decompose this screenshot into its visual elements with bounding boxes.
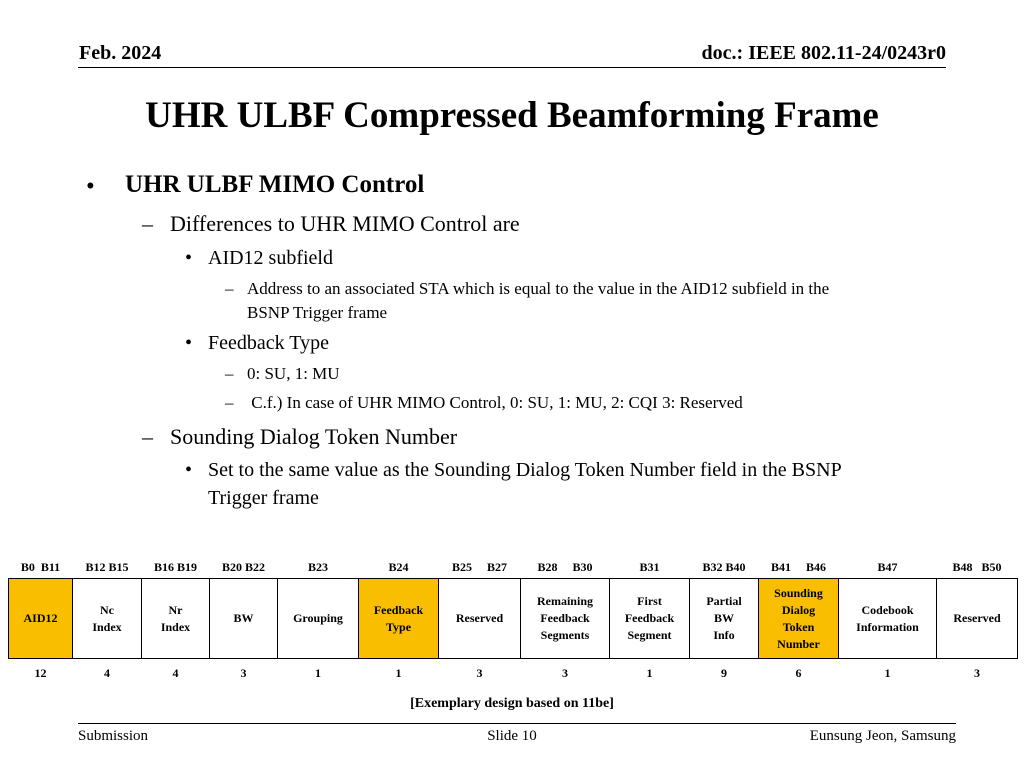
bit-range-cell: B48 B50 [952,559,1002,574]
field-name-line: Nr [168,602,183,617]
footer-slide-number: Slide 10 [487,728,537,744]
field-size-cell: 1 [395,665,402,680]
field-name-cell [937,579,1018,659]
field-name-cell [759,579,839,659]
field-size-cell: 3 [562,665,568,680]
header-date: Feb. 2024 [79,42,162,64]
bit-range-cell: B31 [639,559,660,574]
outline-sdt-desc-line1: Set to the same value as the Sounding Dialog Token Number field in the BSNP [208,459,842,481]
field-name-cell [610,579,690,659]
field-name-cell [690,579,759,659]
field-name-line: Remaining [536,594,593,608]
field-size-cell: 9 [721,665,727,680]
field-name-cell [9,579,73,659]
field-name-line: Grouping [293,611,343,625]
header-divider [78,67,946,68]
field-size-cell: 1 [884,665,891,680]
bit-range-cell: B12 B15 [85,559,129,574]
dash-icon: – [225,393,234,412]
field-name-line: First [637,594,662,608]
bit-range-row [9,556,1018,579]
mimo-control-field-table [8,556,1018,687]
field-size-cell: 1 [315,665,321,680]
outline-sdt-desc-line2: Trigger frame [208,487,319,509]
dash-icon: – [142,211,153,236]
bit-range-cell: B47 [877,559,898,574]
bit-range-cell: B25 B27 [451,559,507,574]
field-name-line: Info [713,628,735,642]
field-name-cell [278,579,359,659]
field-size-cell: 3 [240,665,247,680]
field-size-cell: 1 [646,665,653,680]
dash-icon: – [225,364,234,383]
bit-range-cell: B23 [307,559,328,574]
bit-range-cell: B28 B30 [537,559,593,574]
header-doc-id: doc.: IEEE 802.11-24/0243r0 [701,42,946,64]
outline-aid12-desc-line2: BSNP Trigger frame [247,303,388,322]
field-name-line: Reserved [455,611,504,625]
field-name-cell [521,579,610,659]
field-name-cell [359,579,439,659]
outline-feedback-values: 0: SU, 1: MU [247,364,340,383]
bullet-icon: • [86,173,95,200]
outline-sdt-heading: Sounding Dialog Token Number [170,424,458,449]
field-size-cell: 3 [476,665,483,680]
outline-level1: UHR ULBF MIMO Control [125,171,425,198]
field-size-cell: 4 [104,665,110,680]
bullet-icon: • [185,459,193,481]
footer-divider [78,723,956,724]
field-name-line: Token [782,619,815,634]
field-name-line: Number [777,636,820,651]
field-size-cell: 4 [172,665,179,680]
dash-icon: – [225,279,234,298]
field-size-cell: 3 [974,665,980,680]
field-name-line: Nc [100,602,114,617]
bullet-icon: • [185,247,193,269]
slide-title: UHR ULBF Compressed Beamforming Frame [145,95,879,136]
field-name-line: AID12 [23,611,58,625]
outline-feedback-cf: C.f.) In case of UHR MIMO Control, 0: SU, 1: MU, 2: CQI 3: Reserved [247,393,743,412]
bit-range-cell: B24 [388,559,409,574]
field-name-cell [210,579,278,659]
footer-author: Eunsung Jeon, Samsung [809,728,956,744]
field-name-line: Feedback [540,611,590,625]
field-name-line: BW [713,611,734,625]
table-caption: [Exemplary design based on 11be] [410,696,614,711]
field-name-line: Segment [627,628,672,642]
field-name-line: Information [856,619,919,634]
field-name-row [9,579,1018,659]
bit-range-cell: B41 B46 [770,559,826,574]
footer-submission: Submission [78,728,149,744]
field-name-line: Dialog [781,602,816,617]
bit-range-cell: B0 B11 [20,559,61,574]
outline-aid12-desc-line1: Address to an associated STA which is equal to the value in the AID12 subfield in the [247,279,830,298]
dash-icon: – [142,424,153,449]
field-name-cell [142,579,210,659]
field-size-cell: 12 [34,665,47,680]
bullet-icon: • [185,332,193,354]
bit-range-cell: B20 B22 [221,559,265,574]
field-name-line: Feedback [624,611,675,625]
field-name-cell [839,579,937,659]
field-name-line: Partial [706,594,742,608]
field-name-line: Feedback [373,602,424,617]
field-name-cell [73,579,142,659]
field-name-line: Type [385,619,412,634]
field-name-line: Reserved [953,611,1001,625]
bit-range-cell: B32 B40 [702,559,746,574]
field-name-cell [439,579,521,659]
outline-aid12-item: AID12 subfield [208,247,333,269]
outline-diff-heading: Differences to UHR MIMO Control are [170,211,520,236]
field-name-line: Sounding [774,585,823,600]
field-name-line: BW [233,611,254,625]
field-name-line: Segments [540,628,590,642]
field-name-line: Index [92,619,122,634]
outline-feedback-item: Feedback Type [208,332,329,354]
field-size-row [9,659,1018,688]
field-name-line: Index [160,619,191,634]
field-size-cell: 6 [795,665,802,680]
bit-range-cell: B16 B19 [153,559,197,574]
field-name-line: Codebook [861,602,914,617]
